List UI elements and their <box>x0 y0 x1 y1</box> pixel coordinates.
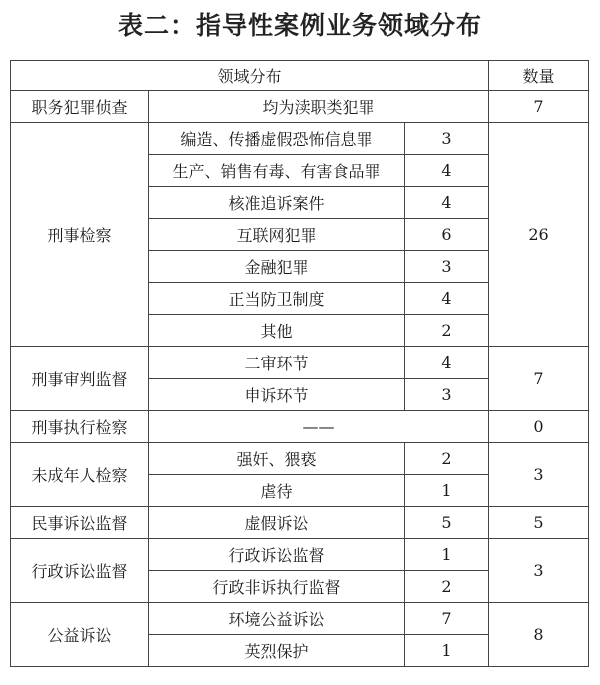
category-cell: 职务犯罪侦查 <box>11 91 149 123</box>
subcategory-cell: 虚假诉讼 <box>149 507 405 539</box>
header-row <box>11 61 589 91</box>
subcategory-cell: 编造、传播虚假恐怖信息罪 <box>149 123 405 155</box>
subcategory-cell: 英烈保护 <box>149 635 405 667</box>
sub-count-cell: 2 <box>405 443 489 475</box>
table-row <box>11 411 589 443</box>
subcategory-cell: 申诉环节 <box>149 379 405 411</box>
sub-count-cell: 6 <box>405 219 489 251</box>
total-cell: 0 <box>489 411 589 443</box>
distribution-table <box>10 60 589 667</box>
total-cell: 3 <box>489 443 589 507</box>
subcategory-cell: 生产、销售有毒、有害食品罪 <box>149 155 405 187</box>
table-row <box>11 347 589 379</box>
sub-count-cell: 4 <box>405 283 489 315</box>
total-cell: 3 <box>489 539 589 603</box>
category-cell: 刑事检察 <box>11 123 149 347</box>
sub-count-cell: 3 <box>405 123 489 155</box>
sub-count-cell: 3 <box>405 379 489 411</box>
table-row <box>11 507 589 539</box>
table-row <box>11 123 589 155</box>
sub-count-cell: 3 <box>405 251 489 283</box>
subcategory-cell: 二审环节 <box>149 347 405 379</box>
total-cell: 26 <box>489 123 589 347</box>
subcategory-cell: 核准追诉案件 <box>149 187 405 219</box>
total-cell: 5 <box>489 507 589 539</box>
sub-count-cell: 4 <box>405 187 489 219</box>
category-cell: 刑事执行检察 <box>11 411 149 443</box>
sub-count-cell: 7 <box>405 603 489 635</box>
sub-count-cell: 2 <box>405 315 489 347</box>
subcategory-cell: 其他 <box>149 315 405 347</box>
subcategory-cell: 互联网犯罪 <box>149 219 405 251</box>
total-cell: 7 <box>489 91 589 123</box>
subcategory-cell: —— <box>149 411 489 443</box>
sub-count-cell: 4 <box>405 347 489 379</box>
header-domain: 领域分布 <box>11 61 489 91</box>
category-cell: 刑事审判监督 <box>11 347 149 411</box>
category-cell: 民事诉讼监督 <box>11 507 149 539</box>
sub-count-cell: 1 <box>405 475 489 507</box>
subcategory-cell: 均为渎职类犯罪 <box>149 91 489 123</box>
sub-count-cell: 5 <box>405 507 489 539</box>
sub-count-cell: 1 <box>405 635 489 667</box>
subcategory-cell: 环境公益诉讼 <box>149 603 405 635</box>
subcategory-cell: 强奸、猥亵 <box>149 443 405 475</box>
table-row <box>11 539 589 571</box>
subcategory-cell: 正当防卫制度 <box>149 283 405 315</box>
table-row <box>11 603 589 635</box>
category-cell: 公益诉讼 <box>11 603 149 667</box>
subcategory-cell: 行政诉讼监督 <box>149 539 405 571</box>
table-row <box>11 91 589 123</box>
header-count: 数量 <box>489 61 589 91</box>
table-row <box>11 443 589 475</box>
total-cell: 7 <box>489 347 589 411</box>
subcategory-cell: 金融犯罪 <box>149 251 405 283</box>
category-cell: 未成年人检察 <box>11 443 149 507</box>
subcategory-cell: 行政非诉执行监督 <box>149 571 405 603</box>
sub-count-cell: 4 <box>405 155 489 187</box>
sub-count-cell: 2 <box>405 571 489 603</box>
category-cell: 行政诉讼监督 <box>11 539 149 603</box>
sub-count-cell: 1 <box>405 539 489 571</box>
total-cell: 8 <box>489 603 589 667</box>
table-title: 表二：指导性案例业务领域分布 <box>117 11 482 40</box>
subcategory-cell: 虐待 <box>149 475 405 507</box>
